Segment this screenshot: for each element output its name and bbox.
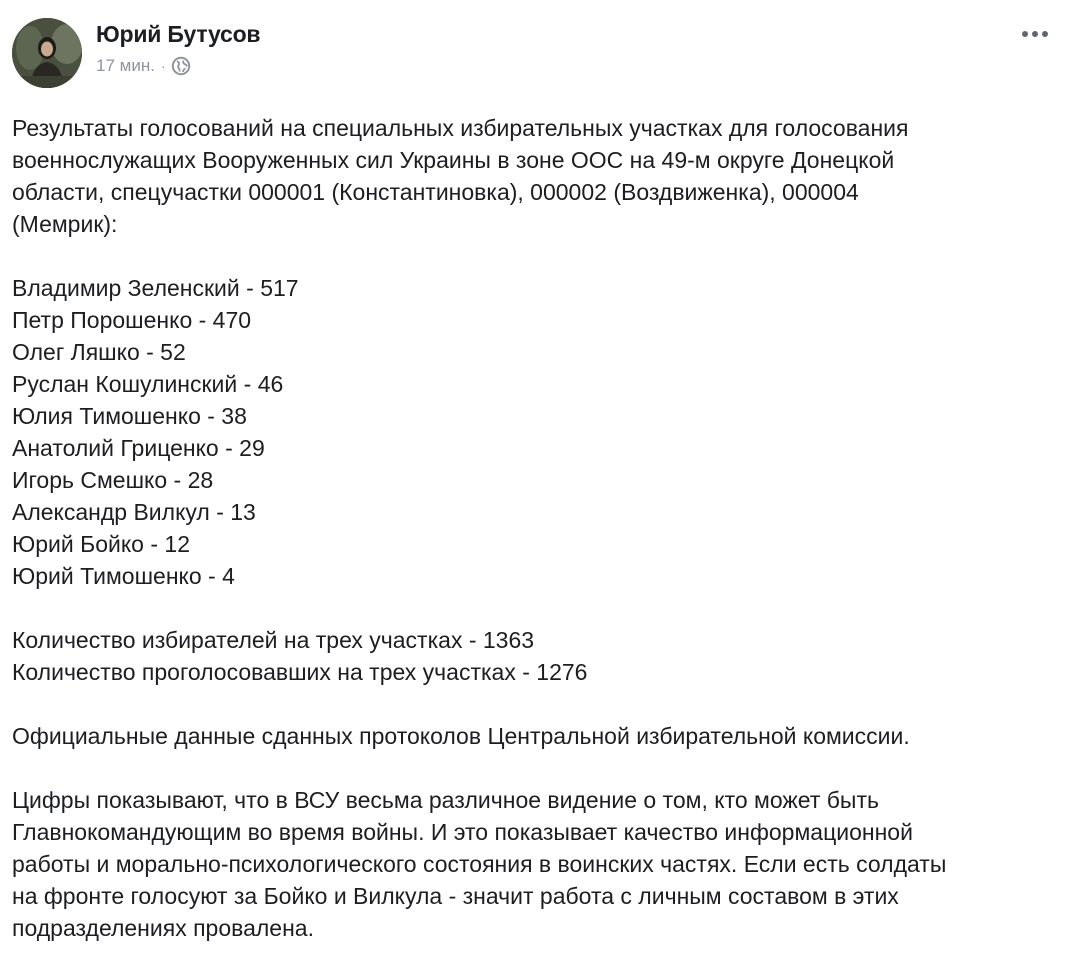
conclusion-paragraph <box>12 784 1052 944</box>
stats-paragraph <box>12 624 1052 688</box>
intro-line: (Мемрик): <box>12 211 118 237</box>
stat-line: Количество проголосовавших на трех участках - 1276 <box>12 659 588 685</box>
avatar[interactable] <box>12 18 82 88</box>
more-options-icon[interactable] <box>1018 24 1052 44</box>
result-item: Петр Порошенко - 470 <box>12 307 252 333</box>
conclusion-line: подразделениях провалена. <box>12 915 314 941</box>
conclusion-line: работы и морально-психологического состояния в воинских частях. Если есть солдаты <box>12 851 947 877</box>
result-item: Юрий Бойко - 12 <box>12 531 190 557</box>
globe-icon[interactable] <box>171 56 191 76</box>
post-meta <box>96 56 191 76</box>
author-name[interactable]: Юрий Бутусов <box>96 21 261 47</box>
result-item: Юлия Тимошенко - 38 <box>12 403 247 429</box>
results-list <box>12 272 1052 592</box>
intro-line: Результаты голосований на специальных избирательных участках для голосования <box>12 115 909 141</box>
conclusion-line: Главнокомандующим во время войны. И это показывает качество информационной <box>12 819 913 845</box>
intro-line: области, спецучастки 000001 (Константиновка), 000002 (Воздвиженка), 000004 <box>12 179 859 205</box>
meta-separator: · <box>160 58 166 74</box>
result-item: Игорь Смешко - 28 <box>12 467 214 493</box>
result-item: Юрий Тимошенко - 4 <box>12 563 235 589</box>
source-note <box>12 720 1052 752</box>
conclusion-line: на фронте голосуют за Бойко и Вилкула - значит работа с личным составом в этих <box>12 883 899 909</box>
conclusion-line: Цифры показывают, что в ВСУ весьма различное видение о том, кто может быть <box>12 787 879 813</box>
post-header <box>12 18 1052 88</box>
result-item: Анатолий Гриценко - 29 <box>12 435 265 461</box>
source-note-text: Официальные данные сданных протоколов Центральной избирательной комиссии. <box>12 723 910 749</box>
result-item: Олег Ляшко - 52 <box>12 339 186 365</box>
post-body <box>12 112 1052 976</box>
stat-line: Количество избирателей на трех участках - 1363 <box>12 627 535 653</box>
intro-line: военнослужащих Вооруженных сил Украины в зоне ООС на 49-м округе Донецкой <box>12 147 895 173</box>
result-item: Руслан Кошулинский - 46 <box>12 371 284 397</box>
post-timestamp[interactable]: 17 мин. <box>96 56 155 75</box>
intro-paragraph <box>12 112 1052 240</box>
result-item: Александр Вилкул - 13 <box>12 499 256 525</box>
result-item: Владимир Зеленский - 517 <box>12 275 299 301</box>
